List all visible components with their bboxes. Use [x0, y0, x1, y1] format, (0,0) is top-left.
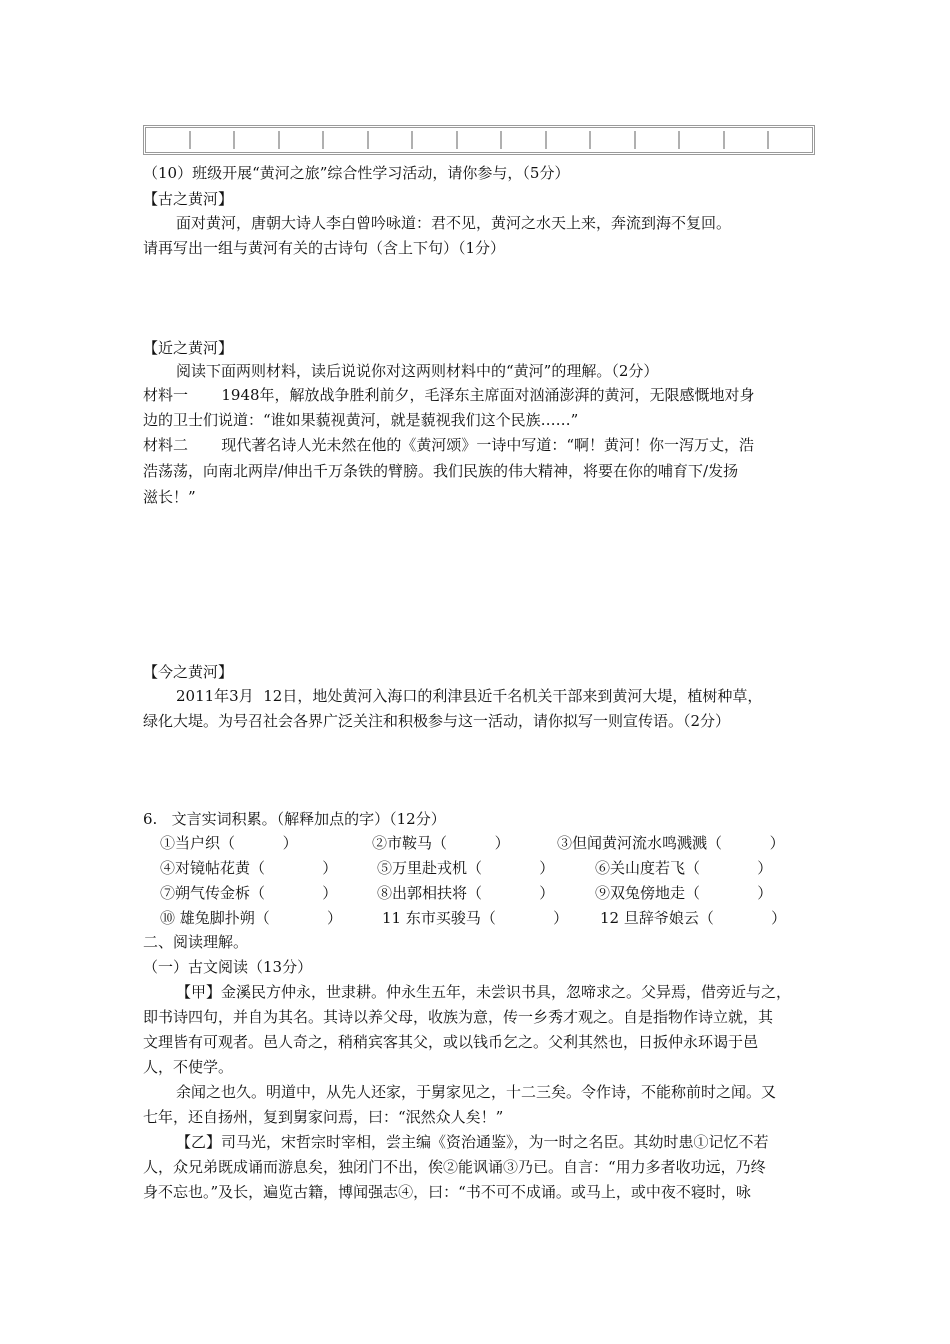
vocab-item: ⑦朔气传金柝（ ）: [160, 884, 338, 902]
passage-jia-line: 即书诗四句，并自为其名。其诗以养父母，收族为意，传一乡秀才观之。自是指物作诗立就，其: [143, 1008, 774, 1026]
grid-cell: [413, 131, 458, 149]
vocab-item: ④对镜帖花黄（ ）: [160, 859, 338, 877]
vocab-item: ②市鞍马（ ）: [372, 834, 510, 852]
vocab-item: ⑨双兔傍地走（ ）: [595, 884, 773, 902]
answer-grid: [143, 125, 815, 155]
grid-cell: [280, 131, 325, 149]
grid-cell: [636, 131, 681, 149]
grid-cell: [680, 131, 725, 149]
material-2-line: 滋长！”: [143, 488, 196, 506]
classical-reading-title: （一）古文阅读（13分）: [143, 958, 313, 976]
question-6-title: 6. 文言实词积累。（解释加点的字）（12分）: [143, 810, 446, 828]
question-10-title: （10）班级开展“黄河之旅”综合性学习活动，请你参与，（5分）: [143, 164, 570, 182]
ancient-text-line: 面对黄河，唐朝大诗人李白曾吟咏道：君不见，黄河之水天上来，奔流到海不复回。: [176, 214, 732, 232]
passage-jia-line: 【甲】金溪民方仲永，世隶耕。仲永生五年，未尝识书具，忽啼求之。父异焉，借旁近与之，: [176, 983, 792, 1001]
vocab-item: ⑥关山度若飞（ ）: [595, 859, 773, 877]
passage-yi-line: 身不忘也。”及长，遍览古籍，博闻强志④，曰：“书不可不成诵。或马上，或中夜不寝时，咏: [143, 1183, 751, 1201]
passage-jia-line: 七年，还自扬州，复到舅家问焉，曰：“泯然众人矣！”: [143, 1108, 504, 1126]
material-2-line: 浩荡荡，向南北两岸/伸出千万条铁的臂膀。我们民族的伟大精神，将要在你的哺育下/发扬: [143, 462, 739, 480]
vocab-item: 11 东市买骏马（ ）: [382, 909, 569, 927]
modern-yellow-river-header: 【近之黄河】: [143, 339, 234, 357]
passage-jia-line: 余闻之也久。明道中，从先人还家，于舅家见之，十二三矣。令作诗，不能称前时之闻。又: [176, 1083, 777, 1101]
today-text-line: 绿化大堤。为号召社会各界广泛关注和积极参与这一活动，请你拟写一则宣传语。（2分）: [143, 712, 731, 730]
passage-jia-line: 人，不使学。: [143, 1058, 234, 1076]
passage-jia-line: 文理皆有可观者。邑人奇之，稍稍宾客其父，或以钱币乞之。父利其然也，日扳仲永环谒于邑: [143, 1033, 759, 1051]
passage-yi-line: 人，众兄弟既成诵而游息矣，独闭门不出，俟②能讽诵③乃已。自言：“用力多者收功远，乃终: [143, 1158, 766, 1176]
grid-cell: [769, 131, 812, 149]
material-2-line: 材料二 现代著名诗人光未然在他的《黄河颂》一诗中写道：“啊！黄河！你一泻万丈，浩: [143, 436, 755, 454]
vocab-item: ③但闻黄河流水鸣溅溅（ ）: [557, 834, 785, 852]
ancient-yellow-river-header: 【古之黄河】: [143, 190, 234, 208]
passage-yi-line: 【乙】司马光，宋哲宗时宰相，尝主编《资治通鉴》，为一时之名臣。其幼时患①记忆不若: [176, 1133, 769, 1151]
grid-cell: [235, 131, 280, 149]
vocab-item: ⑩ 雄兔脚扑朔（ ）: [160, 909, 342, 927]
grid-cell: [458, 131, 503, 149]
ancient-question-line: 请再写出一组与黄河有关的古诗句（含上下句）（1分）: [143, 239, 506, 257]
grid-cell: [369, 131, 414, 149]
today-text-line: 2011年3月 12日，地处黄河入海口的利津县近千名机关干部来到黄河大堤，植树种草，: [176, 687, 763, 705]
grid-cell: [591, 131, 636, 149]
vocab-item: 12 旦辞爷娘云（ ）: [600, 909, 787, 927]
modern-intro-line: 阅读下面两则材料，读后说说你对这两则材料中的“黄河”的理解。（2分）: [176, 362, 659, 380]
grid-cell: [547, 131, 592, 149]
grid-cell: [725, 131, 770, 149]
material-1-line: 边的卫士们说道：“谁如果藐视黄河，就是藐视我们这个民族……”: [143, 411, 579, 429]
vocab-item: ①当户织（ ）: [160, 834, 298, 852]
today-yellow-river-header: 【今之黄河】: [143, 663, 234, 681]
vocab-item: ⑧出郭相扶将（ ）: [377, 884, 555, 902]
vocab-item: ⑤万里赴戎机（ ）: [377, 859, 555, 877]
section-2-title: 二、阅读理解。: [143, 933, 249, 951]
grid-cell: [191, 131, 236, 149]
grid-cell: [502, 131, 547, 149]
grid-cell: [146, 131, 191, 149]
grid-cell: [324, 131, 369, 149]
material-1-line: 材料一 1948年，解放战争胜利前夕，毛泽东主席面对汹涌澎湃的黄河，无限感慨地对身: [143, 386, 755, 404]
